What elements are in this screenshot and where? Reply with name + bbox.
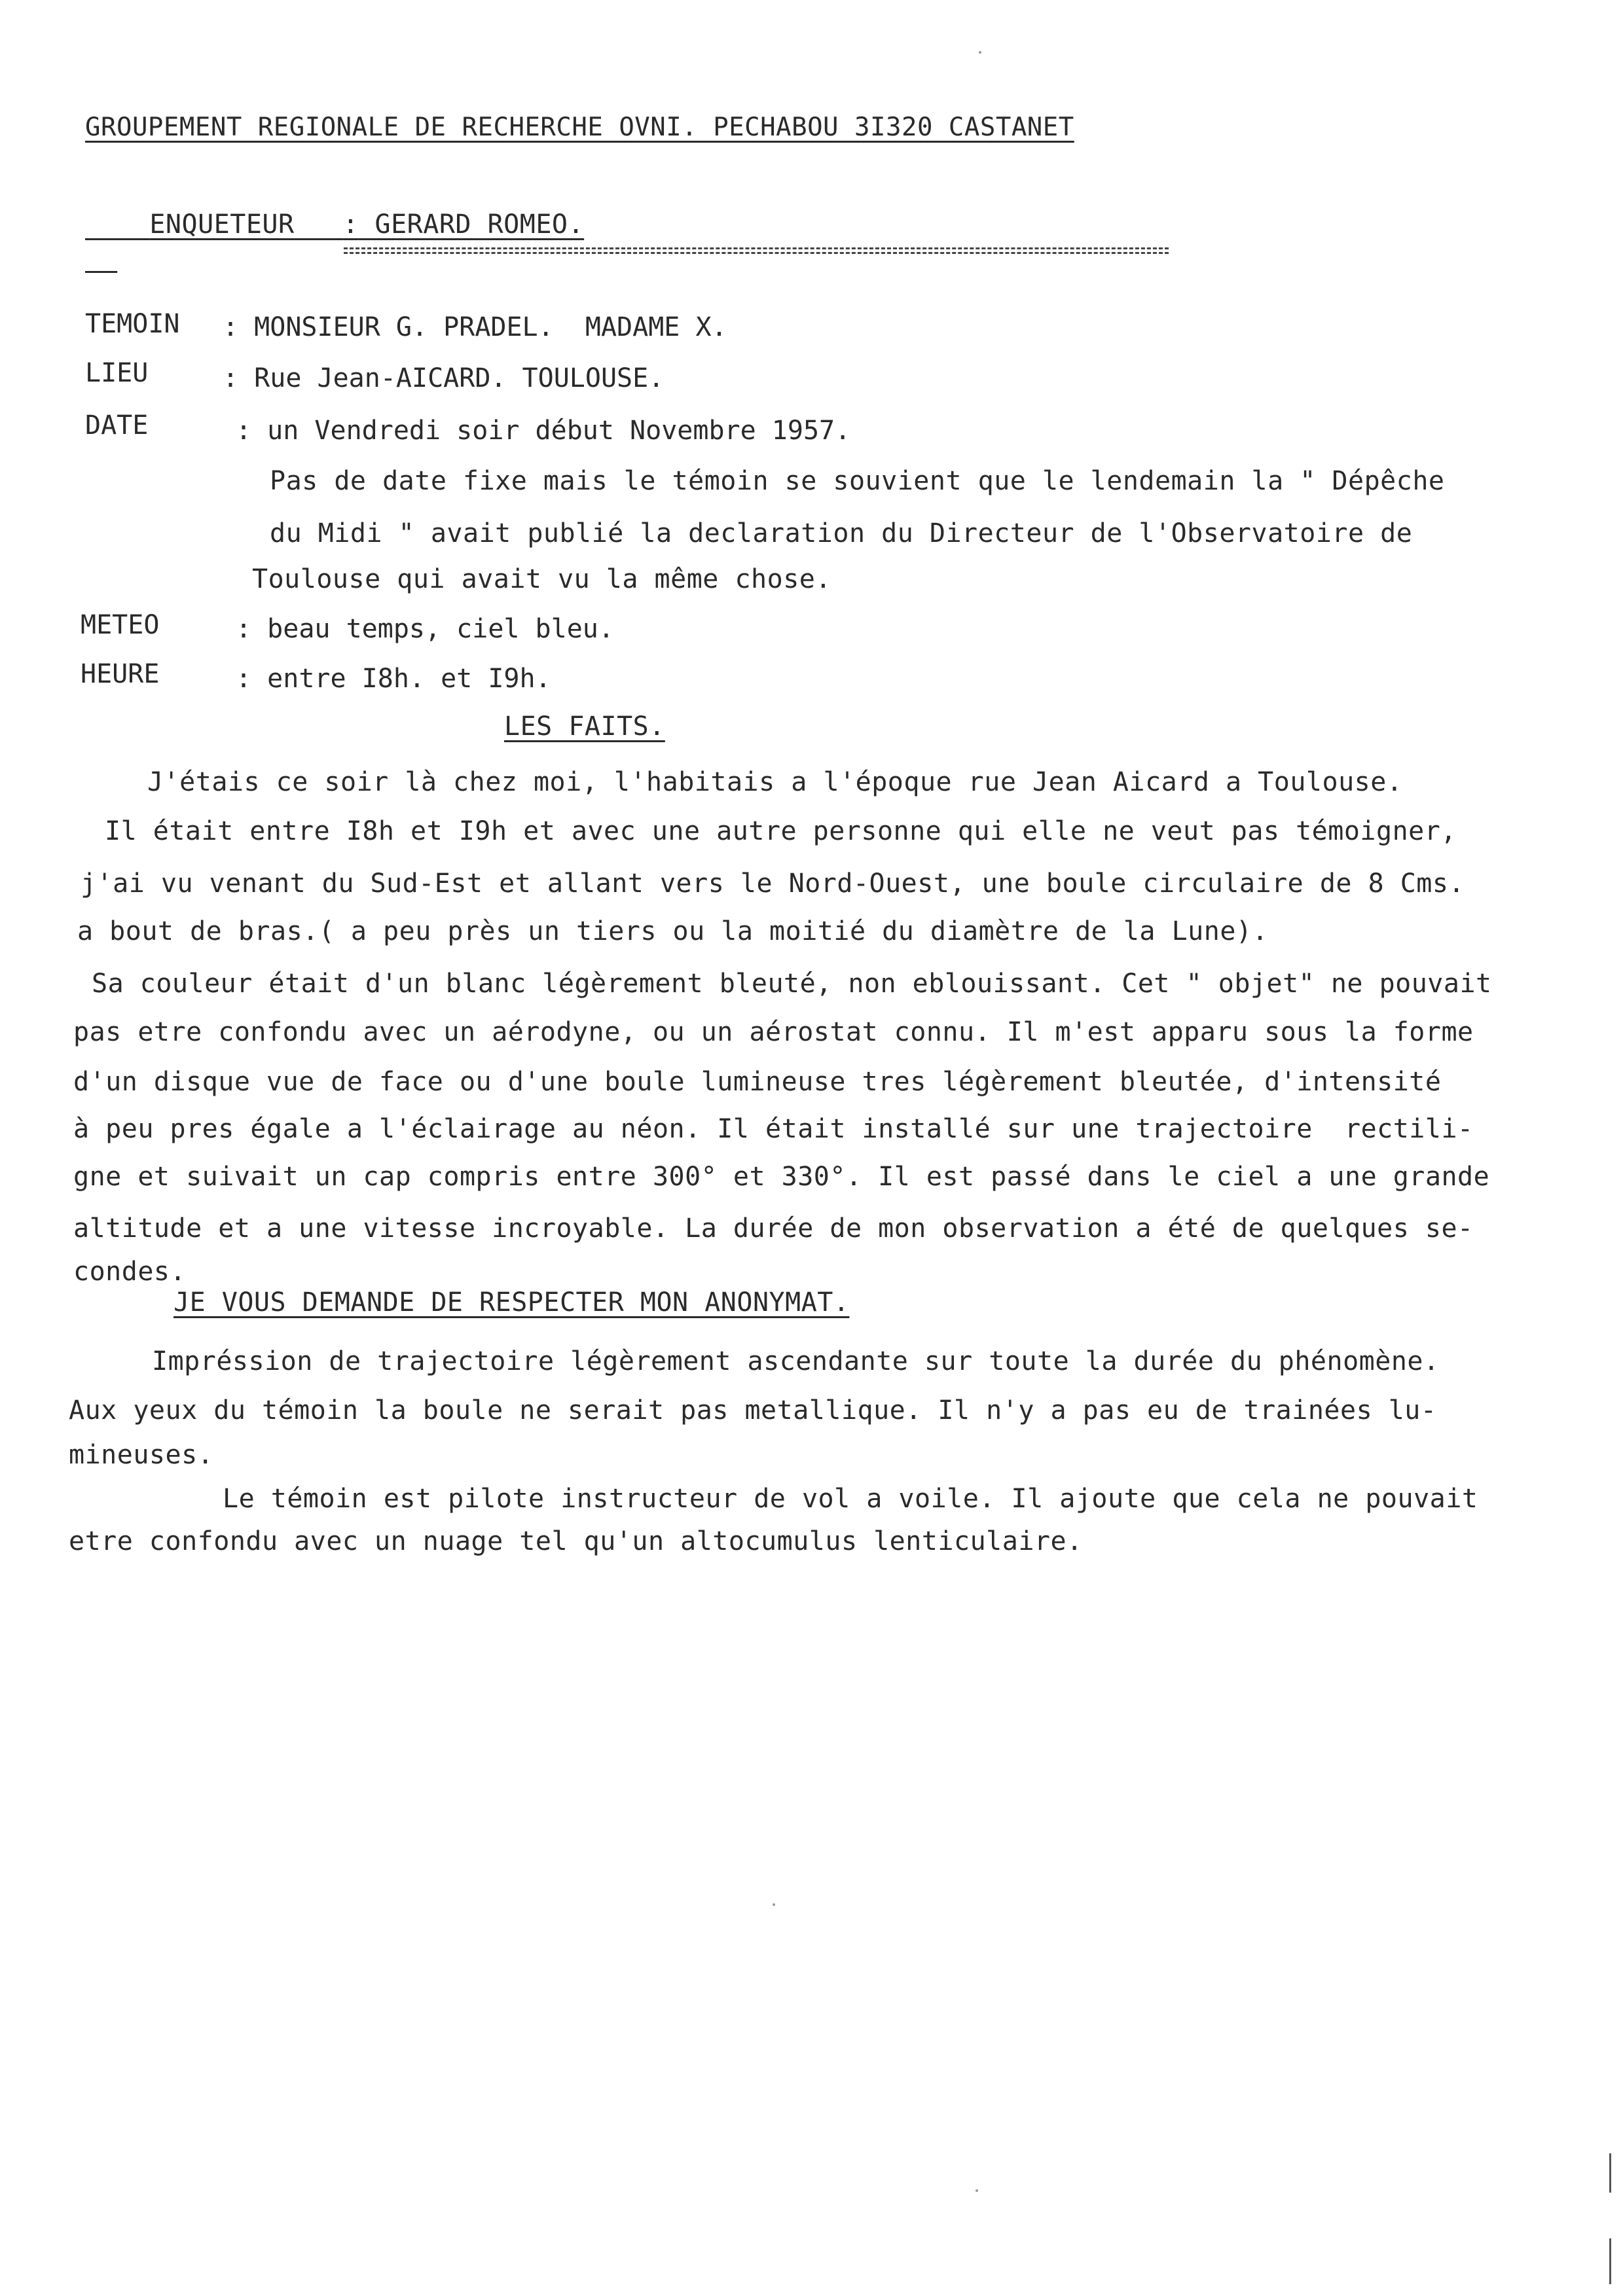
scan-edge-mark bbox=[1609, 2153, 1611, 2193]
investigator-line bbox=[85, 175, 584, 274]
facts-line-11: condes. bbox=[73, 1257, 187, 1287]
field-value-meteo: : beau temps, ciel bleu. bbox=[236, 614, 614, 644]
facts-line-4: a bout de bras.( a peu près un tiers ou la moitié du diamètre de la Lune). bbox=[77, 916, 1269, 946]
date-note-line-2: du Midi " avait publié la declaration du Directeur de l'Observatoire de bbox=[270, 518, 1413, 548]
investigator-name: GERARD ROMEO. bbox=[374, 209, 585, 240]
field-value-temoin: : MONSIEUR G. PRADEL. MADAME X. bbox=[223, 312, 727, 342]
facts-line-7: d'un disque vue de face ou d'une boule lumineuse tres légèrement bleutée, d'intensité bbox=[73, 1067, 1442, 1097]
scan-speck bbox=[976, 2189, 978, 2192]
field-label-date: DATE bbox=[85, 410, 149, 440]
facts-line-2: Il était entre I8h et I9h et avec une autre personne qui elle ne veut pas témoigner, bbox=[105, 816, 1457, 846]
field-value-lieu: : Rue Jean-AICARD. TOULOUSE. bbox=[223, 363, 665, 393]
facts-line-8: à peu pres égale a l'éclairage au néon. Il était installé sur une trajectoire rectili- bbox=[73, 1114, 1474, 1144]
facts-line-3: j'ai vu venant du Sud-Est et allant vers le Nord-Ouest, une boule circulaire de 8 Cms. bbox=[81, 869, 1465, 899]
date-note-line-1: Pas de date fixe mais le témoin se souvient que le lendemain la " Dépêche bbox=[270, 466, 1445, 496]
separator-rule bbox=[344, 247, 1169, 254]
field-label-meteo: METEO bbox=[81, 610, 160, 640]
scan-speck bbox=[979, 51, 981, 54]
organization-header: GROUPEMENT REGIONALE DE RECHERCHE OVNI. PECHABOU 3I320 CASTANET bbox=[85, 113, 1074, 142]
investigator-separator: : bbox=[342, 209, 359, 240]
impression-line-1: Impréssion de trajectoire légèrement ascendante sur toute la durée du phénomène. bbox=[152, 1346, 1440, 1376]
date-note-line-3: Toulouse qui avait vu la même chose. bbox=[252, 564, 831, 594]
pilot-line-2: etre confondu avec un nuage tel qu'un altocumulus lenticulaire. bbox=[69, 1526, 1083, 1556]
anonymity-request: JE VOUS DEMANDE DE RESPECTER MON ANONYMAT. bbox=[173, 1287, 850, 1318]
impression-line-3: mineuses. bbox=[69, 1440, 214, 1470]
facts-heading: LES FAITS. bbox=[504, 711, 665, 742]
facts-line-5: Sa couleur était d'un blanc légèrement bleuté, non eblouissant. Cet " objet" ne pouvait bbox=[92, 969, 1492, 999]
pilot-line-1: Le témoin est pilote instructeur de vol a voile. Il ajoute que cela ne pouvait bbox=[223, 1484, 1478, 1514]
facts-line-6: pas etre confondu avec un aérodyne, ou un aérostat connu. Il m'est apparu sous la forme bbox=[73, 1017, 1474, 1047]
facts-line-1: J'étais ce soir là chez moi, l'habitais a l'époque rue Jean Aicard a Toulouse. bbox=[147, 767, 1403, 797]
field-label-heure: HEURE bbox=[81, 659, 160, 689]
scan-speck bbox=[773, 1903, 775, 1906]
facts-line-9: gne et suivait un cap compris entre 300° et 330°. Il est passé dans le ciel a une grande bbox=[73, 1162, 1490, 1192]
scan-edge-mark bbox=[1609, 2238, 1611, 2284]
facts-line-10: altitude et a une vitesse incroyable. La durée de mon observation a été de quelques se- bbox=[73, 1213, 1474, 1244]
investigator-label: ENQUETEUR bbox=[149, 209, 295, 240]
field-value-date: : un Vendredi soir début Novembre 1957. bbox=[236, 416, 851, 446]
impression-line-2: Aux yeux du témoin la boule ne serait pas metallique. Il n'y a pas eu de trainées lu- bbox=[69, 1395, 1437, 1426]
field-label-temoin: TEMOIN bbox=[85, 309, 180, 339]
field-value-heure: : entre I8h. et I9h. bbox=[236, 664, 551, 694]
field-label-lieu: LIEU bbox=[85, 358, 149, 388]
